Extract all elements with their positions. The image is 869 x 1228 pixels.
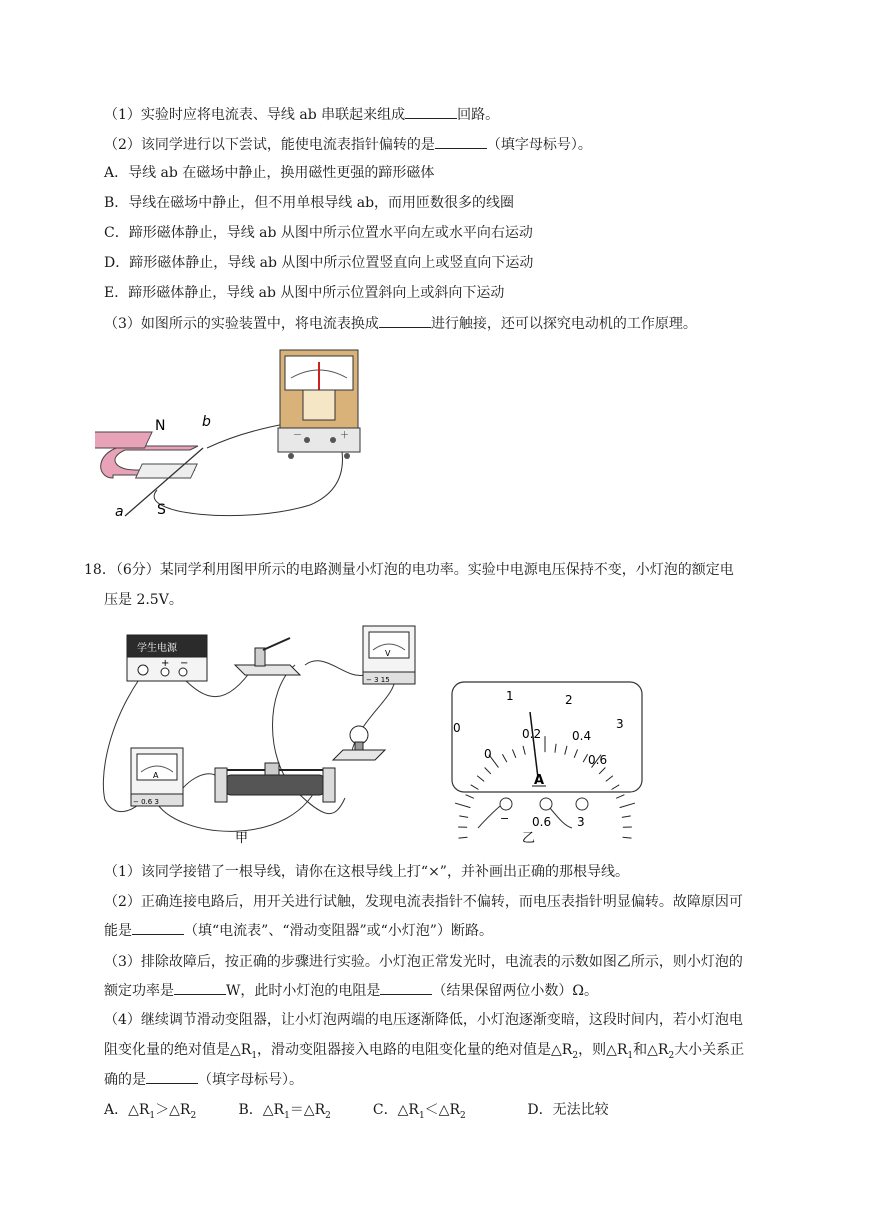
answer-blank[interactable]: [405, 104, 457, 119]
dial-tick: [623, 837, 632, 838]
label-n: N: [155, 418, 166, 434]
option-d: D．无法比较: [527, 1102, 609, 1118]
horseshoe-magnet-icon: [95, 432, 198, 478]
label-a: a: [115, 504, 124, 520]
dial-tick: [459, 816, 468, 817]
q17-option-b: B．导线在磁场中静止，但不用单根导线 ab，而用匝数很多的线圈: [104, 195, 515, 211]
svg-text:3: 3: [616, 717, 624, 731]
answer-blank[interactable]: [379, 313, 431, 328]
svg-text:3: 3: [577, 815, 585, 829]
svg-text:＋: ＋: [340, 431, 350, 441]
svg-text:0.6: 0.6: [588, 753, 608, 767]
svg-text:+: +: [161, 658, 170, 669]
q17-option-e: E．蹄形磁体静止，导线 ab 从图中所示位置斜向上或斜向下运动: [104, 285, 505, 301]
svg-text:0.2: 0.2: [522, 727, 542, 741]
option-b: B．$\triangle R_1=\triangle R_2$: [238, 1102, 331, 1121]
q17-option-c: C．蹄形磁体静止，导线 ab 从图中所示位置水平向左或水平向右运动: [104, 225, 533, 241]
q18-part4-options: [104, 1100, 609, 1126]
q17-part1: （1）实验时应将电流表、导线 ab 串联起来组成 回路。: [104, 104, 499, 125]
q18-stem-line1: 18．（6分）某同学利用图甲所示的电路测量小灯泡的电功率。实验中电源电压保持不变，小灯泡的额定电: [84, 562, 734, 578]
q18-stem-line2: 压是 2.5V。: [104, 592, 183, 608]
svg-text:− 0.6 3: − 0.6 3: [133, 798, 159, 806]
power-supply-label: 学生电源: [137, 643, 177, 654]
q17-part3: （3）如图所示的实验装置中，将电流表换成 进行触接，还可以探究电动机的工作原理。: [104, 313, 697, 334]
option-c: C．$\triangle R_1<\triangle R_2$: [372, 1102, 466, 1121]
q18-part4-line1: （4）继续调节滑动变阻器，让小灯泡两端的电压逐渐降低，小灯泡逐渐变暗，这段时间内，若小灯泡电: [104, 1012, 743, 1028]
ammeter-dial-figure-yi: [450, 680, 650, 845]
q17-figure: [95, 340, 375, 525]
svg-text:0.6: 0.6: [532, 815, 552, 829]
svg-text:2: 2: [565, 693, 573, 707]
switch-icon: [235, 638, 300, 675]
svg-text:0: 0: [453, 721, 461, 735]
galvanometer-icon: [278, 350, 360, 459]
q18-part1: （1）该同学接错了一根导线，请你在这根导线上打“×”，并补画出正确的那根导线。: [104, 864, 629, 880]
svg-text:− 3 15: − 3 15: [366, 676, 390, 684]
dial-tick: [616, 795, 624, 799]
rheostat-icon: [215, 763, 335, 802]
q17-option-d: D．蹄形磁体静止，导线 ab 从图中所示位置竖直向上或竖直向下运动: [104, 255, 534, 271]
answer-blank[interactable]: [435, 134, 487, 149]
svg-text:V: V: [385, 649, 391, 658]
q18-part2-line1: （2）正确连接电路后，用开关进行试触，发现电流表指针不偏转，而电压表指针明显偏转。故障原因可: [104, 894, 743, 910]
svg-text:A: A: [153, 771, 159, 780]
svg-text:0.4: 0.4: [572, 729, 592, 743]
svg-text:−: −: [500, 812, 510, 825]
q18-part2-line2: 能是 （填“电流表”、“滑动变阻器”或“小灯泡”）断路。: [104, 920, 493, 941]
answer-blank[interactable]: [380, 980, 432, 995]
caption-jia: 甲: [235, 831, 249, 846]
svg-text:1: 1: [506, 689, 514, 703]
dial-tick: [466, 795, 474, 799]
svg-text:－: －: [293, 431, 303, 441]
svg-text:0: 0: [484, 747, 492, 761]
svg-text:−: −: [180, 658, 189, 669]
answer-blank[interactable]: [174, 980, 226, 995]
label-b: b: [202, 414, 211, 430]
label-s: S: [157, 502, 166, 518]
dial-tick: [458, 837, 467, 838]
answer-blank[interactable]: [132, 920, 184, 935]
option-a: A．$\triangle R_1>\triangle R_2$: [104, 1102, 197, 1121]
light-bulb-icon: [333, 726, 385, 760]
dial-unit: A: [534, 773, 545, 788]
circuit-figure-jia: [95, 620, 425, 850]
caption-yi: 乙: [522, 831, 536, 845]
q18-part4-line3: 确的是 （填字母标号）。: [104, 1069, 303, 1090]
answer-blank[interactable]: [146, 1069, 198, 1084]
q18-part4-line2: 阻变化量的绝对值是$\triangle R_1$，滑动变阻器接入电路的电阻变化量的绝对值是$\triangle R_2$，则$\triangle R_1$和$\triangle R_2$大小关系正: [104, 1042, 745, 1061]
q18-part3-line2: 额定功率是 W，此时小灯泡的电阻是 （结果保留两位小数）Ω。: [104, 980, 598, 1001]
dial-tick: [622, 816, 631, 817]
q17-part2: （2）该同学进行以下尝试，能使电流表指针偏转的是 （填字母标号）。: [104, 134, 592, 155]
q17-option-a: A．导线 ab 在磁场中静止，换用磁性更强的蹄形磁体: [104, 165, 435, 181]
q18-part3-line1: （3）排除故障后，按正确的步骤进行实验。小灯泡正常发光时，电流表的示数如图乙所示，则小灯泡的: [104, 954, 743, 970]
dial-tick: [455, 803, 470, 808]
dial-tick: [620, 803, 635, 808]
